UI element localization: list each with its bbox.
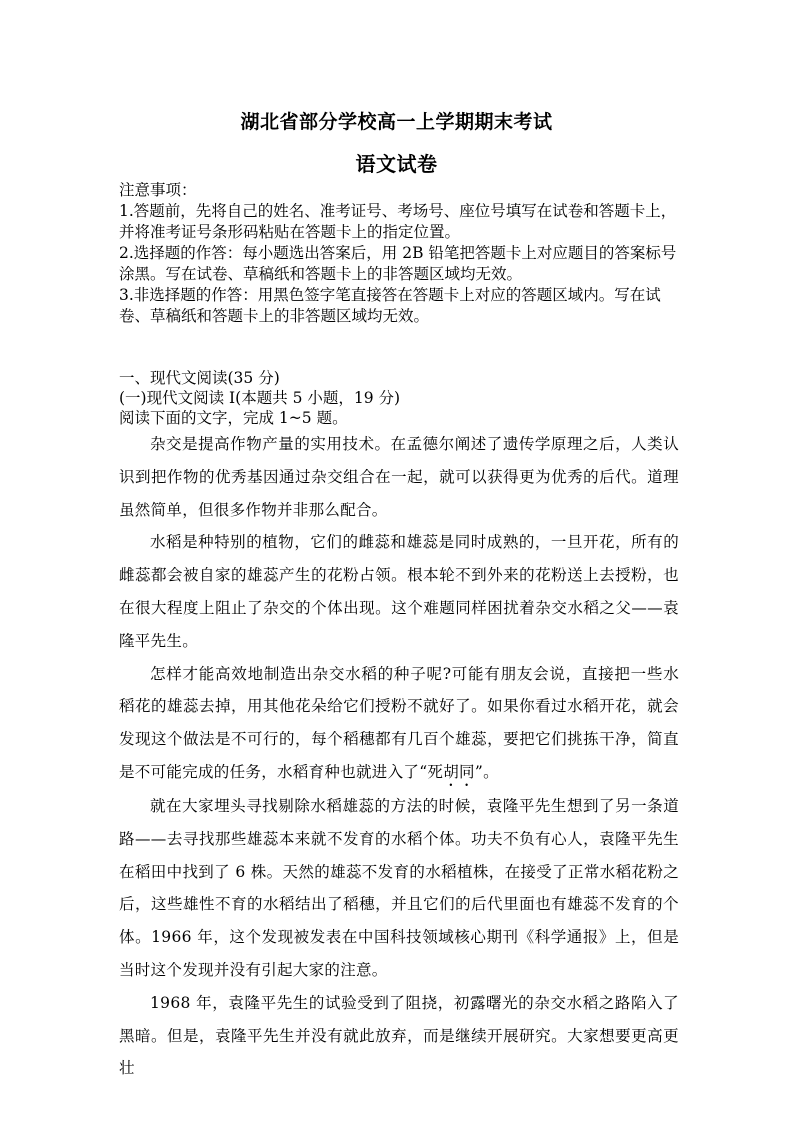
passage-paragraph-3: [119, 658, 679, 790]
passage-p3-text: 怎样才能高效地制造出杂交水稻的种子呢?可能有朋友会说，直接把一些水稻花的雄蕊去掉，用其他花朵给它们授粉不就好了。如果你看过水稻开花，就会发现这个做法是不可行的，每个稻穗都有几百个雄蕊，要把它们挑拣干净，简直是不可能完成的任务，水稻育种也就进入了“死: [119, 664, 679, 781]
notice-item-1: 1.答题前，先将自己的姓名、准考证号、考场号、座位号填写在试卷和答题卡上，并将准考证号条形码粘贴在答题卡上的指定位置。: [119, 202, 677, 241]
exam-title: 湖北省部分学校高一上学期期末考试: [240, 111, 553, 133]
reading-passage: [119, 428, 679, 1085]
section-instruction: 阅读下面的文字，完成 1~5 题。: [119, 409, 348, 427]
passage-paragraph-1: 杂交是提高作物产量的实用技术。在孟德尔阐述了遗传学原理之后，人类认识到把作物的优秀基因通过杂交组合在一起，就可以获得更为优秀的后代。道理虽然简单，但很多作物并非那么配合。: [119, 435, 679, 519]
passage-p3-end: ”。: [474, 762, 499, 781]
passage-paragraph-5: 1968 年，袁隆平先生的试验受到了阻挠，初露曙光的杂交水稻之路陷入了黑暗。但是，袁隆平先生并没有就此放弃，而是继续开展研究。大家想要更高更壮: [119, 993, 679, 1078]
exam-subtitle: 语文试卷: [355, 152, 438, 176]
emphasized-word: 胡同: [443, 762, 475, 781]
notice-block: [119, 180, 677, 327]
notice-item-3: 3.非选择题的作答：用黑色签字笔直接答在答题卡上对应的答题区域内。写在试卷、草稿纸和答题卡上的非答题区域均无效。: [119, 286, 661, 325]
notice-label: 注意事项：: [119, 181, 197, 199]
section-heading: 一、现代文阅读(35 分): [119, 369, 280, 387]
notice-item-2: 2.选择题的作答：每小题选出答案后，用 2B 铅笔把答题卡上对应题目的答案标号涂黑。写在试卷、草稿纸和答题卡上的非答题区域均无效。: [119, 244, 677, 283]
passage-paragraph-4: 就在大家埋头寻找剔除水稻雄蕊的方法的时候，袁隆平先生想到了另一条道路——去寻找那些雄蕊本来就不发育的水稻个体。功夫不负有心人，袁隆平先生在稻田中找到了 6 株。天然的雄蕊不发育的水稻植株，在接受了正常水稻花粉之后，这些雄性不育的水稻结出了稻穗，并且它们的后代里面也有雄蕊不发育的个体。1966 年，这个发现被发表在中国科技领域核心期刊《科学通报》上，但是当时这个发现并没有引起大家的注意。: [119, 796, 679, 979]
section-subheading: (一)现代文阅读 I(本题共 5 小题，19 分): [119, 389, 401, 407]
passage-paragraph-2: 水稻是种特别的植物，它们的雌蕊和雄蕊是同时成熟的，一旦开花，所有的雌蕊都会被自家的雄蕊产生的花粉占领。根本轮不到外来的花粉送上去授粉，也在很大程度上阻止了杂交的个体出现。这个难题同样困扰着杂交水稻之父——袁隆平先生。: [119, 533, 679, 650]
